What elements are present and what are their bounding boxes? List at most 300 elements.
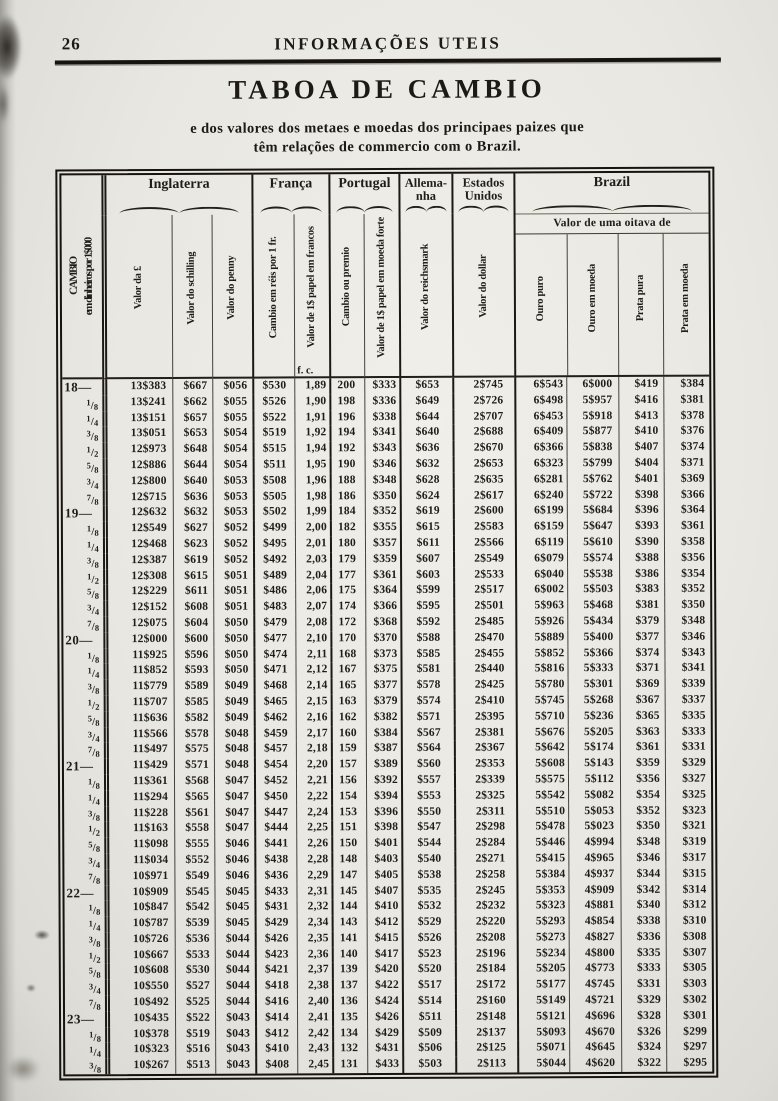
value-cell: $361 (365, 568, 400, 584)
brace-icon (533, 204, 691, 213)
value-cell: $615 (400, 520, 453, 536)
value-cell: $578 (401, 678, 454, 694)
value-cell: $588 (400, 630, 453, 646)
value-cell: 4$881 (569, 898, 621, 914)
row-label: $^7$/8 (87, 618, 100, 633)
value-cell: 2,10 (295, 631, 330, 647)
value-cell: 188 (330, 473, 365, 489)
value-cell: 2,35 (297, 931, 332, 947)
value-cell: $452 (254, 773, 296, 789)
value-cell: $483 (253, 600, 295, 616)
value-cell: $046 (214, 837, 254, 853)
value-cell: $431 (255, 900, 297, 916)
value-cell: 4$773 (569, 961, 621, 977)
value-cell: $595 (400, 599, 453, 615)
value-cell: $582 (174, 711, 214, 727)
value-cell: $382 (366, 710, 401, 726)
row-label: $^1$/4 (86, 539, 100, 554)
value-cell: $540 (401, 852, 454, 868)
value-cell: 12$229 (103, 584, 173, 600)
value-cell: $308 (666, 929, 712, 945)
value-cell: $523 (402, 946, 455, 962)
row-label: 23— (67, 1011, 95, 1027)
value-cell: 2,29 (296, 868, 331, 884)
value-cell: $527 (175, 979, 215, 995)
value-cell: 2$381 (454, 725, 516, 741)
value-cell: $368 (365, 615, 400, 631)
value-cell: $046 (214, 868, 254, 884)
value-cell: 190 (330, 457, 365, 473)
value-cell: 2$635 (453, 472, 515, 488)
row-label: $^3$/4 (88, 981, 101, 997)
value-cell: 2$208 (455, 930, 517, 946)
value-cell: $338 (621, 914, 666, 930)
value-cell: $326 (621, 1024, 666, 1040)
value-cell: $611 (173, 584, 213, 600)
value-cell: $486 (253, 584, 295, 600)
value-cell: $533 (175, 947, 215, 963)
value-cell: $375 (365, 662, 400, 678)
value-cell: 144 (332, 899, 367, 915)
value-cell: $319 (665, 835, 711, 851)
value-cell: $615 (173, 568, 213, 584)
value-cell: $530 (252, 378, 294, 394)
value-cell: 2$440 (453, 662, 515, 678)
value-cell: $581 (400, 662, 453, 678)
value-cell: 5$852 (515, 646, 567, 662)
value-cell: 6$281 (515, 472, 567, 488)
value-cell: 5$816 (515, 662, 567, 678)
subtitle-line-2: têm relações de commercio com o Brazil. (253, 138, 522, 156)
value-cell: $561 (174, 805, 214, 821)
value-cell: 11$098 (104, 837, 174, 853)
value-cell: $433 (367, 1057, 402, 1073)
value-cell: $644 (173, 458, 213, 474)
value-cell: 168 (330, 647, 365, 663)
value-cell: 2$688 (452, 425, 514, 441)
value-cell: 5$710 (516, 709, 568, 725)
value-cell: $474 (253, 647, 295, 663)
value-cell: $667 (172, 379, 212, 395)
value-cell: $371 (664, 456, 710, 472)
value-cell: 162 (331, 710, 366, 726)
value-cell: 5$400 (567, 630, 619, 646)
value-cell: 5$205 (568, 725, 620, 741)
value-cell: $358 (664, 535, 710, 551)
value-cell: 2,01 (295, 536, 330, 552)
value-cell: $632 (173, 505, 213, 521)
value-cell: 5$963 (515, 598, 567, 614)
value-cell: $356 (620, 772, 665, 788)
value-cell: 10$726 (105, 932, 175, 948)
value-cell: 12$549 (103, 521, 173, 537)
value-cell: $519 (252, 426, 294, 442)
row-label: $^3$/4 (87, 602, 100, 617)
value-cell: $433 (254, 884, 296, 900)
value-cell: $043 (215, 1058, 255, 1074)
value-cell: 11$925 (103, 647, 173, 663)
value-cell: $410 (367, 899, 402, 915)
value-cell: $539 (175, 916, 215, 932)
value-cell: 2,42 (297, 1026, 332, 1042)
value-cell: $429 (255, 916, 297, 932)
value-cell: 13$241 (102, 395, 172, 411)
value-cell: $421 (255, 963, 297, 979)
value-cell: 5$093 (517, 1025, 569, 1041)
value-cell: 6$323 (515, 456, 567, 472)
value-cell: $649 (399, 394, 452, 410)
value-cell: $365 (620, 709, 665, 725)
row-label: $^3$/8 (86, 428, 99, 444)
value-cell: 2,28 (296, 852, 331, 868)
value-cell: $052 (213, 537, 253, 553)
value-cell: 5$121 (517, 1009, 569, 1025)
value-cell: 12$075 (103, 616, 173, 632)
value-cell: $335 (665, 708, 711, 724)
value-cell: 141 (332, 931, 367, 947)
value-cell: 2$232 (455, 899, 517, 915)
value-cell: 5$273 (517, 930, 569, 946)
head-rule (55, 58, 721, 64)
value-cell: $295 (666, 1056, 712, 1072)
value-cell: 10$378 (105, 1027, 175, 1043)
value-cell: $492 (253, 552, 295, 568)
value-cell: $050 (213, 631, 253, 647)
row-label: $^5$/8 (88, 839, 101, 854)
col-header-valor-penny: Valor do penny (212, 215, 253, 379)
value-cell: 5$684 (567, 503, 619, 519)
value-cell: 2$271 (454, 851, 516, 867)
value-cell: 2,06 (295, 584, 330, 600)
value-cell: $342 (620, 882, 665, 898)
value-cell: 2$258 (454, 867, 516, 883)
value-cell: 5$926 (515, 614, 567, 630)
value-cell: $571 (401, 709, 454, 725)
value-cell: 5$676 (516, 725, 568, 741)
value-cell: 5$838 (567, 440, 619, 456)
value-cell: $628 (400, 473, 453, 489)
subtitle-line-1: e dos valores dos metaes e moedas dos principaes paizes que (190, 119, 585, 137)
value-cell: 5$234 (517, 946, 569, 962)
value-cell: $366 (365, 599, 400, 615)
value-cell: 6$159 (515, 519, 567, 535)
value-cell: 6$079 (515, 551, 567, 567)
value-cell: $045 (214, 884, 254, 900)
value-cell: 160 (331, 726, 366, 742)
value-cell: $585 (174, 695, 214, 711)
value-cell: $585 (400, 646, 453, 662)
value-cell: $555 (174, 837, 214, 853)
value-cell: 6$543 (514, 377, 566, 393)
row-label: $^3$/8 (88, 934, 101, 949)
value-cell: 12$973 (103, 442, 173, 458)
value-cell: $462 (254, 710, 296, 726)
value-cell: 11$707 (104, 695, 174, 711)
value-cell: 5$799 (567, 456, 619, 472)
value-cell: $047 (214, 789, 254, 805)
value-cell: $526 (252, 394, 294, 410)
row-label: $^7$/8 (88, 870, 101, 886)
value-cell: $619 (173, 553, 213, 569)
value-cell: $552 (174, 853, 214, 869)
value-cell: $417 (367, 947, 402, 963)
value-cell: $426 (367, 1010, 402, 1026)
value-cell: 2,43 (297, 1042, 332, 1058)
page-number: 26 (61, 34, 81, 54)
value-cell: 1,95 (295, 457, 330, 473)
value-cell: $407 (366, 883, 401, 899)
value-cell: 1,96 (295, 473, 330, 489)
row-label: $^5$/8 (86, 460, 99, 475)
value-cell: 131 (332, 1057, 367, 1073)
value-cell: $424 (367, 994, 402, 1010)
value-cell: $515 (253, 442, 295, 458)
brace-icon (459, 204, 508, 212)
value-cell: $352 (620, 803, 665, 819)
value-cell: 2$196 (455, 946, 517, 962)
value-cell: $410 (255, 1042, 297, 1058)
value-cell: 2$653 (453, 456, 515, 472)
value-cell: $592 (400, 615, 453, 631)
value-cell: 4$645 (569, 1040, 621, 1056)
value-cell: $307 (666, 945, 712, 961)
row-label: $^1$/2 (87, 697, 100, 712)
value-cell: 10$550 (105, 979, 175, 995)
value-cell: 12$000 (103, 632, 173, 648)
value-cell: 12$886 (103, 458, 173, 474)
col-header-papel-moeda-forte: Valor de 1$ papel em moeda forte (364, 214, 400, 378)
value-cell: $526 (402, 931, 455, 947)
value-cell: $050 (213, 647, 253, 663)
value-cell: $350 (365, 489, 400, 505)
value-cell: 5$780 (516, 677, 568, 693)
value-cell: $600 (173, 632, 213, 648)
value-cell: 5$323 (517, 899, 569, 915)
brace-icon (120, 206, 239, 215)
value-cell: 5$446 (516, 835, 568, 851)
value-cell: $346 (620, 851, 665, 867)
value-cell: $338 (364, 410, 399, 426)
value-cell: $623 (173, 537, 213, 553)
value-cell: $387 (366, 741, 401, 757)
value-cell: 2$707 (452, 409, 514, 425)
value-cell: 5$610 (567, 535, 619, 551)
value-cell: 1,98 (295, 489, 330, 505)
value-cell: 10$909 (104, 884, 174, 900)
value-cell: $376 (663, 424, 709, 440)
value-cell: 2$549 (453, 551, 515, 567)
value-cell: 5$384 (516, 867, 568, 883)
row-label: 20— (65, 632, 93, 648)
value-cell: $336 (364, 394, 399, 410)
value-cell: $384 (366, 725, 401, 741)
value-cell: $571 (174, 758, 214, 774)
value-cell: $418 (255, 979, 297, 995)
value-cell: $564 (401, 741, 454, 757)
value-cell: $567 (401, 725, 454, 741)
value-cell: $520 (402, 962, 455, 978)
value-cell: 13$051 (102, 426, 172, 442)
value-cell: 2$517 (453, 583, 515, 599)
value-cell: $607 (400, 551, 453, 567)
value-cell: 5$503 (567, 582, 619, 598)
value-cell: $558 (174, 821, 214, 837)
value-cell: $532 (402, 899, 455, 915)
value-cell: 2$220 (455, 915, 517, 931)
value-cell: $053 (213, 489, 253, 505)
value-cell: $054 (213, 458, 253, 474)
value-cell: 154 (331, 789, 366, 805)
row-label: $^5$/8 (87, 713, 100, 728)
value-cell: $346 (365, 457, 400, 473)
value-cell: $459 (254, 726, 296, 742)
value-cell: $047 (214, 805, 254, 821)
value-cell: $355 (365, 520, 400, 536)
value-cell: $648 (173, 442, 213, 458)
value-cell: $511 (402, 1010, 455, 1026)
value-cell: $499 (253, 521, 295, 537)
value-cell: 2,45 (297, 1058, 332, 1074)
value-cell: 6$240 (515, 488, 567, 504)
value-cell: 5$023 (568, 819, 620, 835)
value-cell: 2,40 (297, 994, 332, 1010)
value-cell: 167 (330, 662, 365, 678)
value-cell: $384 (663, 377, 709, 393)
value-cell: 136 (332, 994, 367, 1010)
value-cell: 174 (330, 599, 365, 615)
value-cell: $608 (173, 600, 213, 616)
value-cell: $366 (664, 487, 710, 503)
value-cell: $348 (620, 835, 665, 851)
value-cell: 2,21 (296, 773, 331, 789)
value-cell: $624 (400, 488, 453, 504)
value-cell: 11$034 (104, 853, 174, 869)
value-cell: $396 (619, 503, 664, 519)
cambio-axis (61, 175, 102, 379)
value-cell: $369 (620, 677, 665, 693)
value-cell: $344 (620, 867, 665, 883)
value-cell: 2,25 (296, 821, 331, 837)
value-cell: 170 (330, 631, 365, 647)
value-cell: $361 (620, 740, 665, 756)
value-cell: $331 (665, 740, 711, 756)
value-cell: $394 (366, 789, 401, 805)
value-cell: $051 (213, 584, 253, 600)
value-cell: 139 (332, 963, 367, 979)
value-cell: 2,22 (296, 789, 331, 805)
value-cell: 11$779 (104, 679, 174, 695)
value-cell: $407 (619, 440, 664, 456)
value-cell: $603 (400, 567, 453, 583)
value-cell: 2,18 (296, 742, 331, 758)
value-cell: $627 (173, 521, 213, 537)
row-label: $^1$/2 (87, 570, 100, 586)
value-cell: $051 (213, 568, 253, 584)
value-cell: $565 (174, 789, 214, 805)
value-cell: $364 (365, 583, 400, 599)
value-cell: $047 (214, 774, 254, 790)
value-cell: 2$485 (453, 614, 515, 630)
value-cell: 2$745 (452, 377, 514, 393)
value-cell: $412 (255, 1026, 297, 1042)
value-cell: 4$909 (568, 882, 620, 898)
value-cell: $343 (365, 441, 400, 457)
value-cell: 2$284 (454, 836, 516, 852)
value-cell: 5$143 (568, 756, 620, 772)
row-label: $^1$/8 (89, 1028, 102, 1044)
page-title: TABOA DE CAMBIO (228, 73, 546, 105)
value-cell: $398 (619, 487, 664, 503)
value-cell: 5$415 (516, 851, 568, 867)
running-head-title: INFORMAÇÕES UTEIS (274, 33, 502, 54)
row-label: $^1$/4 (88, 918, 101, 933)
brazil-subheader-block (514, 213, 710, 378)
value-cell: $444 (254, 821, 296, 837)
value-cell: $416 (255, 994, 297, 1010)
value-cell: $325 (665, 787, 711, 803)
value-cell: 175 (330, 583, 365, 599)
value-cell: 4$721 (569, 993, 621, 1009)
value-cell: $044 (215, 995, 255, 1011)
value-cell: $653 (399, 378, 452, 394)
value-cell: $431 (367, 1041, 402, 1057)
value-cell: $359 (365, 552, 400, 568)
value-cell: 5$918 (566, 409, 618, 425)
value-cell: $450 (254, 789, 296, 805)
group-brazil: Brazil (513, 173, 708, 214)
value-cell: 5$071 (517, 1041, 569, 1057)
value-cell: $505 (253, 489, 295, 505)
value-cell: $054 (212, 426, 252, 442)
group-inglaterra: Inglaterra (101, 175, 251, 216)
value-cell: $514 (402, 994, 455, 1010)
value-cell: 159 (331, 741, 366, 757)
value-cell: 2$670 (453, 441, 515, 457)
value-cell: $373 (365, 646, 400, 662)
value-cell: 5$538 (567, 567, 619, 583)
value-cell: 10$435 (105, 1011, 175, 1027)
value-cell: $048 (214, 758, 254, 774)
value-cell: 4$670 (569, 1025, 621, 1041)
value-cell: 12$387 (103, 553, 173, 569)
value-cell: 5$957 (566, 393, 618, 409)
value-cell: $410 (618, 424, 663, 440)
value-cell: 6$409 (514, 425, 566, 441)
value-cell: 10$847 (105, 900, 175, 916)
value-cell: 13$151 (102, 411, 172, 427)
value-cell: $052 (213, 552, 253, 568)
value-cell: 12$152 (103, 600, 173, 616)
value-cell: 4$827 (569, 930, 621, 946)
col-header-cambio-reis: Cambio em réis por 1 fr. (252, 214, 295, 378)
value-cell: 1,94 (295, 441, 330, 457)
value-cell: $324 (621, 1040, 666, 1056)
value-cell: $051 (213, 600, 253, 616)
col-header-prata-pura: Prata pura (618, 234, 663, 375)
value-cell: $049 (214, 695, 254, 711)
value-cell: $043 (215, 1026, 255, 1042)
running-head (56, 30, 720, 59)
value-cell: $516 (175, 1042, 215, 1058)
value-cell: $044 (215, 963, 255, 979)
value-cell: 5$333 (567, 661, 619, 677)
cambio-axis-title: CAMBIO (68, 257, 81, 296)
value-cell: $429 (367, 1026, 402, 1042)
value-cell: 2,34 (297, 915, 332, 931)
group-franca: França (251, 174, 328, 214)
value-cell: $568 (174, 774, 214, 790)
value-cell: 5$542 (516, 788, 568, 804)
